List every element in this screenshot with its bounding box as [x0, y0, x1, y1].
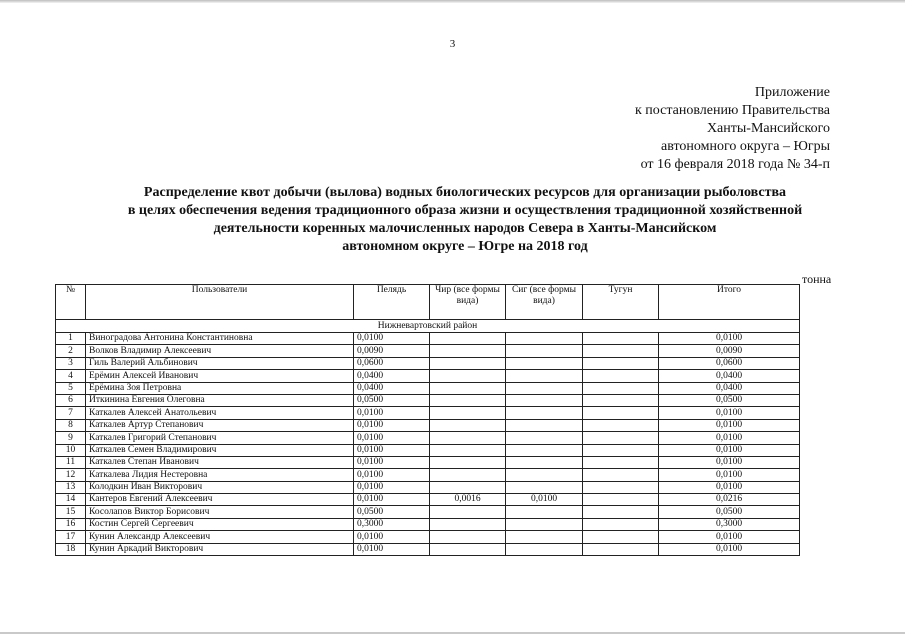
pelyad-value: 0,0100: [354, 333, 430, 345]
user-name: Каткалев Алексей Анатольевич: [86, 407, 354, 419]
sig-value: [506, 543, 583, 555]
total-value: 0,0100: [659, 481, 800, 493]
total-value: 0,0400: [659, 382, 800, 394]
row-number: 6: [56, 394, 86, 406]
appendix-line: от 16 февраля 2018 года № 34-п: [640, 157, 830, 172]
chir-value: [430, 432, 506, 444]
row-number: 12: [56, 469, 86, 481]
tugun-value: [583, 333, 659, 345]
quota-table: [55, 284, 800, 556]
table-row: [56, 494, 800, 506]
table-row: [56, 469, 800, 481]
chir-value: [430, 518, 506, 530]
appendix-block: [635, 84, 830, 174]
pelyad-value: 0,0100: [354, 456, 430, 468]
table-row: [56, 333, 800, 345]
header-total: Итого: [659, 285, 800, 320]
user-name: Кунин Александр Алексеевич: [86, 531, 354, 543]
appendix-line: автономного округа – Югры: [661, 139, 830, 154]
header-sig: Сиг (все формы вида): [506, 285, 583, 320]
appendix-line: Ханты-Мансийского: [706, 121, 830, 136]
pelyad-value: 0,0400: [354, 370, 430, 382]
row-number: 7: [56, 407, 86, 419]
user-name: Костин Сергей Сергеевич: [86, 518, 354, 530]
row-number: 1: [56, 333, 86, 345]
row-number: 14: [56, 494, 86, 506]
total-value: 0,0100: [659, 432, 800, 444]
header-tugun: Тугун: [583, 285, 659, 320]
chir-value: [430, 481, 506, 493]
row-number: 11: [56, 456, 86, 468]
table-row: [56, 444, 800, 456]
tugun-value: [583, 469, 659, 481]
user-name: Ерёмина Зоя Петровна: [86, 382, 354, 394]
header-users: Пользователи: [86, 285, 354, 320]
pelyad-value: 0,0090: [354, 345, 430, 357]
user-name: Косолапов Виктор Борисович: [86, 506, 354, 518]
sig-value: [506, 333, 583, 345]
title-line: автономном округе – Югре на 2018 год: [342, 239, 588, 254]
chir-value: 0,0016: [430, 494, 506, 506]
region-row: [56, 320, 800, 333]
tugun-value: [583, 370, 659, 382]
chir-value: [430, 543, 506, 555]
pelyad-value: 0,0600: [354, 357, 430, 369]
sig-value: [506, 382, 583, 394]
chir-value: [430, 531, 506, 543]
sig-value: [506, 456, 583, 468]
tugun-value: [583, 506, 659, 518]
tugun-value: [583, 345, 659, 357]
chir-value: [430, 394, 506, 406]
total-value: 0,0400: [659, 370, 800, 382]
chir-value: [430, 357, 506, 369]
chir-value: [430, 382, 506, 394]
chir-value: [430, 333, 506, 345]
table-row: [56, 506, 800, 518]
sig-value: [506, 506, 583, 518]
pelyad-value: 0,0100: [354, 469, 430, 481]
header-num: №: [56, 285, 86, 320]
tugun-value: [583, 382, 659, 394]
total-value: 0,0100: [659, 531, 800, 543]
row-number: 13: [56, 481, 86, 493]
total-value: 0,3000: [659, 518, 800, 530]
table-row: [56, 432, 800, 444]
table-row: [56, 407, 800, 419]
table-row: [56, 543, 800, 555]
table-row: [56, 518, 800, 530]
total-value: 0,0216: [659, 494, 800, 506]
tugun-value: [583, 481, 659, 493]
tugun-value: [583, 543, 659, 555]
table-row: [56, 394, 800, 406]
scan-bottom-edge: [0, 632, 905, 634]
sig-value: [506, 469, 583, 481]
unit-label: тонна: [802, 272, 832, 286]
sig-value: [506, 518, 583, 530]
pelyad-value: 0,0400: [354, 382, 430, 394]
row-number: 15: [56, 506, 86, 518]
user-name: Каткалев Семен Владимирович: [86, 444, 354, 456]
chir-value: [430, 345, 506, 357]
user-name: Каткалев Артур Степанович: [86, 419, 354, 431]
row-number: 3: [56, 357, 86, 369]
tugun-value: [583, 444, 659, 456]
table-row: [56, 345, 800, 357]
row-number: 5: [56, 382, 86, 394]
table-row: [56, 357, 800, 369]
sig-value: [506, 531, 583, 543]
pelyad-value: 0,0100: [354, 531, 430, 543]
tugun-value: [583, 432, 659, 444]
sig-value: [506, 345, 583, 357]
sig-value: [506, 481, 583, 493]
total-value: 0,0100: [659, 407, 800, 419]
document-title: [40, 184, 890, 256]
scan-top-edge: [0, 0, 905, 3]
pelyad-value: 0,0500: [354, 394, 430, 406]
sig-value: 0,0100: [506, 494, 583, 506]
title-line: Распределение квот добычи (вылова) водных биологических ресурсов для организации рыболовства: [143, 185, 787, 200]
total-value: 0,0100: [659, 469, 800, 481]
header-chir: Чир (все формы вида): [430, 285, 506, 320]
user-name: Гиль Валерий Альбинович: [86, 357, 354, 369]
page-number: 3: [449, 38, 456, 50]
chir-value: [430, 506, 506, 518]
pelyad-value: 0,0100: [354, 481, 430, 493]
table-row: [56, 370, 800, 382]
total-value: 0,0100: [659, 333, 800, 345]
tugun-value: [583, 394, 659, 406]
pelyad-value: 0,0100: [354, 432, 430, 444]
tugun-value: [583, 407, 659, 419]
pelyad-value: 0,0100: [354, 494, 430, 506]
chir-value: [430, 419, 506, 431]
sig-value: [506, 444, 583, 456]
sig-value: [506, 407, 583, 419]
title-line: в целях обеспечения ведения традиционного образа жизни и осуществления традиционной хозяйственной: [127, 203, 803, 218]
row-number: 9: [56, 432, 86, 444]
header-pelyad: Пелядь: [354, 285, 430, 320]
pelyad-value: 0,0100: [354, 444, 430, 456]
user-name: Виноградова Антонина Константиновна: [86, 333, 354, 345]
total-value: 0,0100: [659, 419, 800, 431]
table-header-row: [56, 285, 800, 320]
title-line: деятельности коренных малочисленных народов Севера в Ханты-Мансийском: [213, 221, 717, 236]
user-name: Каткалев Григорий Степанович: [86, 432, 354, 444]
user-name: Ерёмин Алексей Иванович: [86, 370, 354, 382]
sig-value: [506, 370, 583, 382]
tugun-value: [583, 357, 659, 369]
tugun-value: [583, 531, 659, 543]
total-value: 0,0100: [659, 444, 800, 456]
user-name: Кунин Аркадий Викторович: [86, 543, 354, 555]
pelyad-value: 0,3000: [354, 518, 430, 530]
chir-value: [430, 444, 506, 456]
tugun-value: [583, 456, 659, 468]
pelyad-value: 0,0100: [354, 407, 430, 419]
row-number: 18: [56, 543, 86, 555]
pelyad-value: 0,0100: [354, 419, 430, 431]
user-name: Волков Владимир Алексеевич: [86, 345, 354, 357]
appendix-line: Приложение: [754, 85, 830, 100]
table-row: [56, 531, 800, 543]
user-name: Каткалева Лидия Нестеровна: [86, 469, 354, 481]
row-number: 4: [56, 370, 86, 382]
user-name: Колодкин Иван Викторович: [86, 481, 354, 493]
chir-value: [430, 407, 506, 419]
total-value: 0,0090: [659, 345, 800, 357]
appendix-line: к постановлению Правительства: [634, 103, 830, 118]
table-row: [56, 456, 800, 468]
chir-value: [430, 469, 506, 481]
pelyad-value: 0,0500: [354, 506, 430, 518]
table-row: [56, 481, 800, 493]
row-number: 10: [56, 444, 86, 456]
pelyad-value: 0,0100: [354, 543, 430, 555]
row-number: 8: [56, 419, 86, 431]
tugun-value: [583, 419, 659, 431]
sig-value: [506, 357, 583, 369]
tugun-value: [583, 494, 659, 506]
total-value: 0,0100: [659, 456, 800, 468]
table-row: [56, 382, 800, 394]
user-name: Каткалев Степан Иванович: [86, 456, 354, 468]
chir-value: [430, 456, 506, 468]
total-value: 0,0500: [659, 394, 800, 406]
total-value: 0,0600: [659, 357, 800, 369]
tugun-value: [583, 518, 659, 530]
total-value: 0,0100: [659, 543, 800, 555]
chir-value: [430, 370, 506, 382]
user-name: Кантеров Евгений Алексеевич: [86, 494, 354, 506]
row-number: 2: [56, 345, 86, 357]
sig-value: [506, 394, 583, 406]
total-value: 0,0500: [659, 506, 800, 518]
sig-value: [506, 419, 583, 431]
row-number: 17: [56, 531, 86, 543]
row-number: 16: [56, 518, 86, 530]
sig-value: [506, 432, 583, 444]
region-name: Нижневартовский район: [56, 320, 800, 333]
user-name: Иткинина Евгения Олеговна: [86, 394, 354, 406]
table-row: [56, 419, 800, 431]
